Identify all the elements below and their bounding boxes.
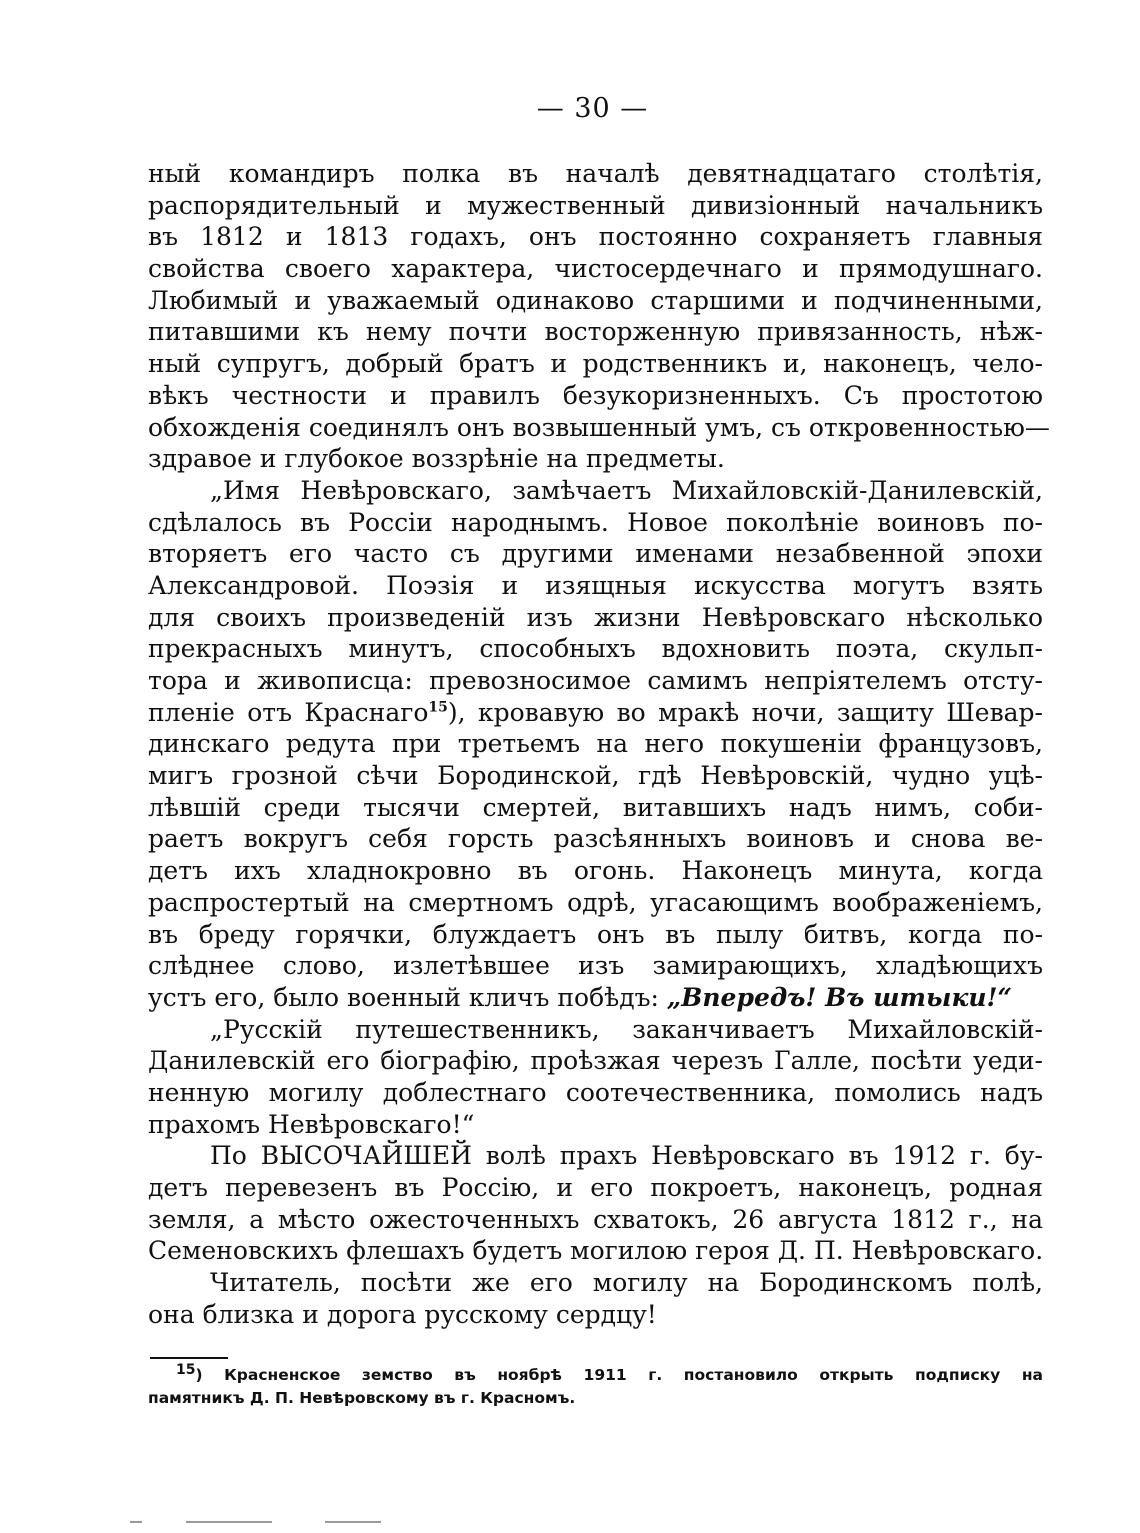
text-line: распорядительный и мужественный дивизіонный начальникъ [148, 190, 1043, 220]
scan-mark [130, 1521, 142, 1523]
scan-mark [186, 1521, 272, 1523]
text-line: въ бреду горячки, блуждаетъ онъ въ пылу битвъ, когда по- [148, 919, 1043, 949]
text-line: Александровой. Поэзія и изящныя искусства могутъ взять [148, 570, 1043, 600]
footnote [148, 1361, 1043, 1410]
main-text [148, 158, 1050, 1330]
text-line: тора и живописца: превозносимое самимъ непріятелемъ отсту- [148, 666, 1043, 695]
text-line: ный командиръ полка въ началѣ девятнадцатаго столѣтія, [148, 159, 1043, 188]
text-fragment: ), кровавую во мракѣ ночи, защиту Шевар- [447, 697, 1043, 727]
text-line: сдѣлалось въ Россіи народнымъ. Новое поколѣніе воиновъ по- [148, 507, 1043, 537]
text-line: вторяетъ его часто съ другими именами незабвенной эпохи [148, 539, 1043, 569]
text-line: вѣкъ честности и правилъ безукоризненныхъ. Съ простотою [148, 380, 1043, 410]
text-line: „Имя Невѣровскаго, замѣчаетъ Михайловскій-Данилевскій, [210, 475, 1043, 505]
text-line: По ВЫСОЧАЙШЕЙ волѣ прахъ Невѣровскаго въ 1912 г. бу- [210, 1141, 1043, 1171]
text-line: питавшими къ нему почти восторженную привязанность, нѣж- [148, 317, 1043, 347]
text-line: Читатель, посѣти же его могилу на Бородинскомъ полѣ, [210, 1268, 1043, 1298]
text-line: обхожденія соединялъ онъ возвышенный умъ, съ откровенностью— [148, 412, 1050, 442]
text-line: Данилевскій его біографію, проѣзжая черезъ Галле, посѣти уеди- [148, 1046, 1043, 1076]
scan-mark [325, 1521, 381, 1523]
text-line: здравое и глубокое воззрѣніе на предметы. [148, 444, 725, 474]
footnote-line: памятникъ Д. П. Невѣровскому въ г. Красномъ. [148, 1389, 576, 1407]
text-line: детъ перевезенъ въ Россію, и его покроетъ, наконецъ, родная [148, 1173, 1043, 1202]
page-number: — 30 — [536, 93, 649, 124]
text-fragment: устъ его, было военный кличъ побѣдъ: [148, 982, 667, 1012]
text-line: слѣднее слово, излетѣвшее изъ замирающихъ, хладѣющихъ [148, 951, 1043, 981]
text-line: динскаго редута при третьемъ на него покушеніи французовъ, [148, 729, 1043, 759]
text-line: земля, а мѣсто ожесточенныхъ схватокъ, 26 августа 1812 г., на [148, 1204, 1043, 1234]
text-line-with-quote [148, 982, 1043, 1014]
text-line: для своихъ произведеній изъ жизни Невѣровскаго нѣсколько [148, 602, 1043, 632]
text-line: прахомъ Невѣровскаго!“ [148, 1109, 475, 1139]
footnote-text: ) Красненское земство въ ноябрѣ 1911 г. постановило открыть подписку на [195, 1366, 1043, 1384]
footnote-line [148, 1361, 1043, 1387]
footnote-divider [150, 1357, 228, 1359]
footnote-marker: 15 [176, 1361, 196, 1378]
scan-edge-marks [0, 1521, 1140, 1525]
text-line: въ 1812 и 1813 годахъ, онъ постоянно сохраняетъ главныя [148, 222, 1043, 252]
battle-cry-quote: „Впередъ! Въ штыки!“ [666, 982, 1012, 1012]
text-line: она близка и дорога русскому сердцу! [148, 1299, 657, 1329]
text-line-with-footnote-ref [148, 697, 1043, 729]
text-fragment: пленіе отъ Краснаго [148, 697, 429, 727]
text-line: Семеновскихъ флешахъ будетъ могилою героя Д. П. Невѣровскаго. [148, 1236, 1044, 1266]
text-line: детъ ихъ хладнокровно въ огонь. Наконецъ минута, когда [148, 856, 1043, 886]
text-line: раетъ вокругъ себя горсть разсѣянныхъ воиновъ и снова ве- [148, 824, 1043, 854]
text-line: лѣвшій среди тысячи смертей, витавшихъ надъ нимъ, соби- [148, 792, 1043, 822]
text-line: свойства своего характера, чистосердечнаго и прямодушнаго. [148, 254, 1043, 284]
text-line: прекрасныхъ минутъ, способныхъ вдохновить поэта, скульп- [148, 634, 1043, 664]
text-line: распростертый на смертномъ одрѣ, угасающимъ воображеніемъ, [148, 887, 1043, 917]
text-line: Любимый и уважаемый одинаково старшими и подчиненными, [148, 285, 1043, 315]
footnote-reference[interactable]: 15 [428, 699, 448, 716]
text-line: ненную могилу доблестнаго соотечественника, помолись надъ [148, 1077, 1043, 1107]
text-line: мигъ грозной сѣчи Бородинской, гдѣ Невѣровскій, чудно уцѣ- [148, 761, 1043, 791]
text-line: ный супругъ, добрый братъ и родственникъ и, наконецъ, чело- [148, 349, 1043, 379]
text-line: „Русскій путешественникъ, заканчиваетъ Михайловскій- [210, 1014, 1043, 1044]
